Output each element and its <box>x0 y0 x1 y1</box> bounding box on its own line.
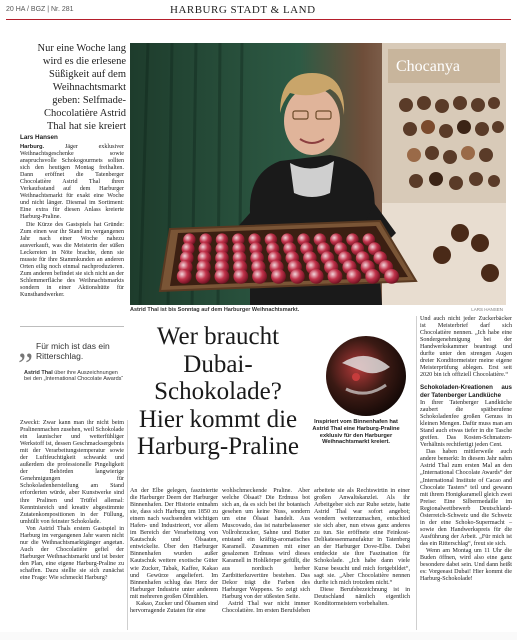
praline-piece <box>233 269 248 284</box>
praline-piece <box>290 269 305 284</box>
main-photo <box>130 43 506 305</box>
photo-caption: Astrid Thal ist bis Sonntag auf dem Harburger Weihnachtsmarkt. <box>130 307 300 313</box>
paragraph: Kakao, Zucker und Ölsamen sind hervorragende Zutaten für eine <box>130 600 218 614</box>
author-name: Lars Hansen <box>20 134 58 141</box>
paragraph: In ihrer Tatenberger Landküche zaubert die spätberufene Schokoladenfee großen Genuss in kleinen Mengen. Dafür muss man am Stand auch etwas tiefer in die Tasche greifen. Das Kosten-Schmatzen-Verhältnis rechtfertigt jeden Cent. <box>420 400 512 449</box>
praline-piece <box>252 269 267 284</box>
headline: Wer braucht Dubai-Schokolade? Hier kommt die Harburg-Praline <box>137 323 299 460</box>
paragraph: Und auch nicht jeder Zuckerbäcker ist Meisterbrief darf sich Chocolatière nennen. „Ich habe eine Sondergenehmigung bei der Handwerkskammer beantragt und durfte unter den strengen Augen dreier Konditormeister meine eigene Meisterprüfung ablegen. Erst seit 2020 bin ich offiziell Chocolatière.“ <box>420 316 512 379</box>
column-divider <box>127 420 128 630</box>
praline-piece <box>309 269 324 284</box>
paragraph: Astrid Thal war nicht immer Chocolatière. Im ersten Berufsleben <box>222 600 310 614</box>
article-column-2 <box>130 488 218 615</box>
article-column-4 <box>314 488 410 608</box>
paragraph: Diese Berufsbezeichnung ist in Deutschland nämlich eigentlich Konditormeistern vorbehalten. <box>314 586 410 607</box>
paragraph: wohlschmeckende Praline. Aber welche Ölsaat? Die Erdnuss bot sich an, da es sich bei ihr botanisch gesehen um keine Nuss, sondern um eine Ölsaat handelt. Aus Muscovado, das ist naturbelassener Vollrohrzucker, Sahne und Butter entstand ein kräftig-aromatisches Karamell. Zusammen mit einer gesalzenen Erdnuss wird dieses Karamell in Hohlkörper gefüllt, die aus nordisch herber Zartbitterkuvertüre bestehen. Das Dekor trägt die Farben des Harburger Wappens. So zeigt sich Harburg von der süßesten Seite. <box>222 488 310 600</box>
praline-piece <box>271 269 286 284</box>
intro-column <box>20 144 124 299</box>
article-column-3 <box>222 488 310 615</box>
column-divider <box>416 316 417 630</box>
page-info: 20 HA / BGZ | Nr. 281 <box>6 6 74 13</box>
quote-mark: „ <box>18 328 34 365</box>
pull-quote: Für mich ist das ein Ritterschlag. <box>36 341 110 361</box>
praline-piece <box>196 269 211 284</box>
article-column-5 <box>420 316 512 583</box>
praline-caption: Inspiriert vom Binnenhafen hat Astrid Thal eine Harburg-Praline exklusiv für den Harburger Weihnachtsmarkt kreiert. <box>312 419 400 446</box>
quote-attribution: Astrid Thal über ihre Auszeichnungen bei den „International Chocolate Awards“ <box>24 370 124 383</box>
praline-piece <box>177 269 192 284</box>
praline-illustration <box>322 333 410 419</box>
shop-sign: Chocanya <box>396 58 460 75</box>
page-footer <box>0 632 517 640</box>
praline-piece <box>365 269 380 284</box>
intro-paragraph-2: Die Kürze des Gastspiels hat Gründe: Zum einen war ihr Stand im vergangenen Jahr nach einer Woche nahezu ausverkauft, was die Meisterin der süßen Leckereien in Nöte brachte, denn sie musste für ihre Stammkunden an anderen Orten eilig noch einmal nachproduzieren. Zum anderen befindet sie sich nicht an der Schlemmerfläche des Weihnachtsmarkts sondern in einer Aktionshütte für Kunsthandwerker. <box>20 221 124 298</box>
paragraph: Das haben mittlerweile auch andere bemerkt: In diesem Jahr nahm Astrid Thal zum ersten Mal an den „International Chocolate Awards“ der „International Institute of Cacao and Chocolate Tasters“ teil und gewann mit ihrem Honigkaramell gleich zwei Preise: Eine Silbermedaille im Regionalwettbewerb Deutschland-Österreich-Schweiz und die Schweiz in der eine Schoko-Supermacht – sowie den Handwerkspreis für die Ausführung der Arbeit. „Für mich ist das ein Ritterschlag“, freut sie sich. <box>420 449 512 547</box>
praline-photo <box>322 333 410 419</box>
paragraph: An der Elbe gelegen, fasziniertte die Harburger Deern der Harburger Binnenhafen. Der Historie entnahm sie, dass sich Harburg um 1850 zu einem nach wachsenden wichtigen Hafen- und Industrieort, vor allem im Bereich der Verarbeitung von Kautschuk und Ölsaaten, entwickelte. Über den Harburger Binnenhafen wurden außer Kautschuk weitere exotische Güter wie Zucker, Tabak, Kaffee, Kakao und Gewürze angeliefert. Im Binnenhafen schlug das Herz der Harburger Industrie unter anderem mit mehreren großen Ölmühlen. <box>130 488 218 600</box>
paragraph: Wenn am Montag um 11 Uhr die Buden öffnen, wird also eine ganz besondere dabei sein. Und dann heißt es: Vorgeeast Dubai! Hier kommt die Harburg-Schokolade! <box>420 548 512 583</box>
praline-piece <box>347 269 362 284</box>
header-rule <box>6 19 511 20</box>
paragraph: Von Astrid Thals erstem Gastspiel in Harburg im vergangenen Jahr waren nicht nur die Weihnachtsmarktgänger angetan. Auch der Chocolatière gefiel der Harburger Weihnachtsmarkt und ist bester den Plan, eine eigene Harburg-Praline zu schaffen. Dazu stellte sie sich zunächst eine Frage: Wie schmeckt Harburg? <box>20 525 124 582</box>
praline-piece <box>215 269 230 284</box>
article-column-1 <box>20 420 124 582</box>
divider <box>20 326 124 327</box>
section-title: HARBURG STADT & LAND <box>170 4 316 16</box>
paragraph: Zweckt: Zwar kann man ihr nicht beim Pralinenmachen zusehen, weil Schokolade ein launischer und wetterfühliger Werkstoff ist, dessen Geschmacksergebnis mit der Verarbeitungstemperatur sowie der Luftfeuchtigkeit schwankt und außerdem die professionelle Pingeligkeit der Behörden langwierige Genehmigungen für Schokoladenherstellung am Stand erforderten würde, aber Kunstwerke sind ihre Pralinen und Trüffel allemal: Kenntnisreich und kreativ abgestimmte Zutatenkompositionen in der Füllung, umhüllt von feinster Schokolade. <box>20 420 124 525</box>
photo-illustration <box>130 43 506 305</box>
kicker-text: Nur eine Woche lang wird es die erlesene Süßigkeit auf dem Weihnachtsmarkt geben: Selfmade-Chocolatière Astrid Thal hat sie kreiert <box>37 43 126 132</box>
praline-piece <box>384 269 399 284</box>
praline-piece <box>328 269 343 284</box>
photo-credit: LARS HANSEN <box>471 307 503 312</box>
intro-paragraph-1: Harburg. Jäger exklusiver Weihnachtsgeschenke sowie anspruchsvolle Schokogourmets sollten sich den heutigen Montag freihalten. Dann eröffnet die Tatenberger Chocolatière Astrid Thal ihren Verkaufsstand auf dem Harburger Weihnachtsmarkt für exakt eine Woche und nicht länger. Diesmal im Sortiment: Eine extra für diesen Anlass kreierte Harburg-Praline. <box>20 144 124 221</box>
subheading: Schokoladen-Kreationen aus der Tatenberger Landküche <box>420 384 512 399</box>
paragraph: arbeitete sie als Rechtswirtin in einer großen Anwaltskanzlei. Als ihr Arbeitgeber sich zur Ruhe setzte, hatte Astrid Thal war sofort angebot; wondern weiterzumachen, entschied sie sich aber, nun etwas ganz anderes zu tun. Sie eröffnete eine Feinkost-Delikatessenmanufaktur in Tatenberg an der Harburger Dove-Elbe. Dabei entdeckte sie ihre Faszination für Schokolade. „Ich habe dann viele Kurse besucht und mich fortgebildet“, sagt sie. „Aber Chocolatière nennen durfte ich mich trotzdem nicht.“ <box>314 488 410 586</box>
